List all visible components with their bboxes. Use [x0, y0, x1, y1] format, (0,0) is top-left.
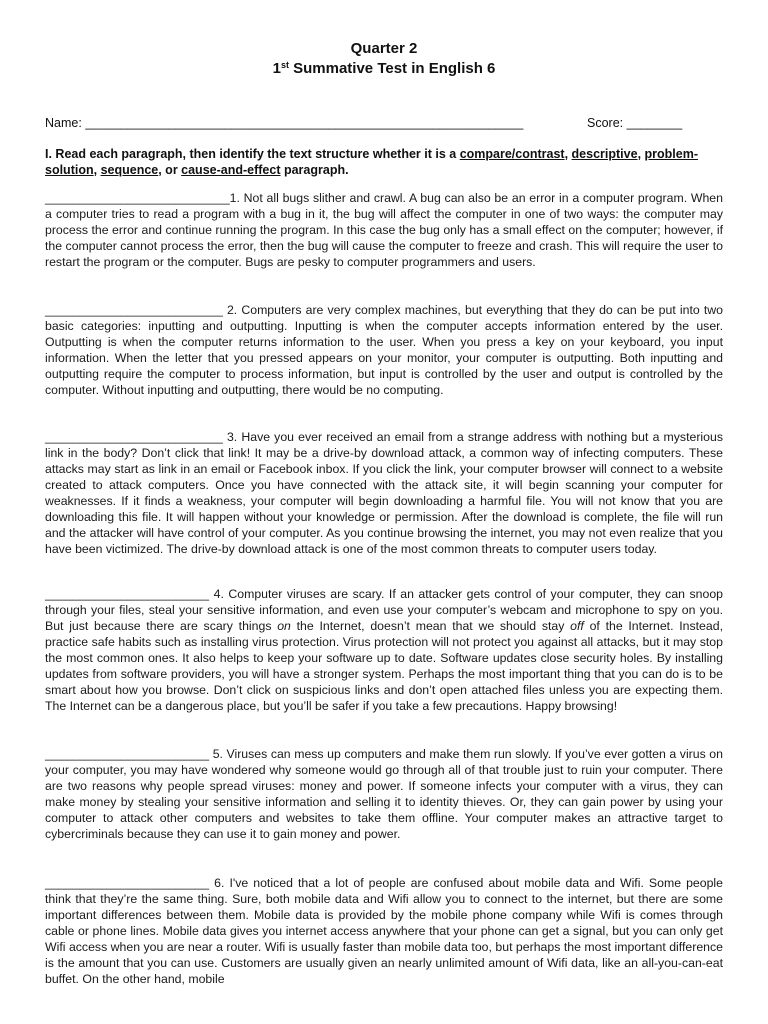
score-line — [587, 116, 682, 130]
answer-blank-6: ________________________ — [45, 876, 210, 890]
name-line — [45, 116, 523, 130]
paragraph-item-5 — [45, 746, 723, 842]
option-descriptive: descriptive — [571, 147, 638, 161]
instruction-separator: , — [93, 163, 101, 177]
option-sequence: sequence — [100, 163, 159, 177]
answer-blank-4: ________________________ — [45, 587, 210, 601]
paragraph-text-6: 6. I've noticed that a lot of people are confused about mobile data and Wifi. Some people think that they’re the same thing. Sure, both mobile data and Wifi allow you to connect to the internet, but there are some important differences between them. Mobile data is provided by the mobile phone company while Wifi is comes through cable or phone lines. Mobile data gives you internet access anywhere that your phone can get a signal, but you can only get Wifi access when you are near a router. Wifi is usually faster than mobile data too, but perhaps the most important difference is the amount that you can use. Customers are usually given an nearly unlimited amount of Wifi data, like an all-you-can-eat buffet. On the other hand, mobile — [45, 876, 723, 986]
paragraph-text-4c: of the Internet. Instead, practice safe habits such as installing virus protection. Virus protection will not protect you against all attacks, but it may stop the most common ones. It also helps to keep your software up to date. Software updates close security holes. By installing updates from software providers, you will have a stronger system. Perhaps the most important thing that you can do is to be smart about how you browse. Don’t click on suspicious links and don’t open attached files unless you are expecting them. The Internet can be a dangerous place, but you’ll be safer if you take a few precautions. Happy browsing! — [45, 619, 723, 713]
instruction-lead: I. Read each paragraph, then identify the text structure whether it is a — [45, 147, 460, 161]
emphasis-on: on — [277, 619, 291, 633]
score-blank: ________ — [626, 116, 683, 130]
answer-blank-5: ________________________ — [45, 747, 210, 761]
answer-blank-2: __________________________ — [45, 303, 223, 317]
paragraph-item-4 — [45, 586, 723, 714]
option-compare-contrast: compare/contrast — [459, 147, 565, 161]
paragraph-item-1 — [45, 190, 723, 270]
test-title — [0, 60, 768, 77]
paragraph-text-3: 3. Have you ever received an email from a strange address with nothing but a mysterious link in the body? Don’t click that link! It may be a drive-by download attack, a common way of infecting computers. These attacks may start as link in an email or Facebook inbox. If you click the link, your computer browser will connect to a website created to attack computers. Once you have connected with the attack site, it will begin scanning your computer for weaknesses. If it finds a weakness, your computer will begin downloading a harmful file. You will not know that you are downloading this file. It will happen without your knowledge or permission. After the download is complete, the file will run and the attacker will have control of your computer. As you continue browsing the internet, you may not even realize that you have been victimized. The drive-by download attack is one of the most common threats to computer users today. — [45, 430, 723, 556]
emphasis-off: off — [570, 619, 584, 633]
paragraph-text-4a: 4. Computer viruses are scary. If an attacker gets control of your computer, they can snoop through your files, steal your sensitive information, and even use your computer’s webcam and microphone to spy on you. But just because there are scary things — [45, 587, 723, 633]
option-cause-and-effect: cause-and-effect — [181, 163, 281, 177]
paragraph-text-5: 5. Viruses can mess up computers and make them run slowly. If you’ve ever gotten a virus on your computer, you may have wondered why someone would go through all of that trouble just to ruin your computer. There are two reasons why people spread viruses: money and power. If someone infects your computer with a virus, they can make money by stealing your sensitive information and selling it to identity thieves. Or, they can gain power by using your computer to attack other computers and websites to take them offline. Your computer makes an attractive target to cybercriminals because they can use it to gain money and power. — [45, 747, 723, 841]
test-title-rest: Summative Test in English 6 — [288, 60, 496, 77]
score-label: Score: — [587, 116, 624, 130]
quarter-title: Quarter 2 — [350, 40, 418, 57]
option-problem-solution: problem-solution — [45, 147, 698, 177]
name-blank: _______________________________________________________________ — [85, 116, 524, 130]
instruction-tail: paragraph. — [280, 163, 349, 177]
test-number-suffix: st — [280, 60, 289, 70]
instruction-separator: , — [564, 147, 572, 161]
paragraph-text-4b: the Internet, doesn’t mean that we should stay — [290, 619, 571, 633]
answer-blank-1: ___________________________ — [45, 191, 230, 205]
answer-blank-3: __________________________ — [45, 430, 223, 444]
paragraph-text-2: 2. Computers are very complex machines, but everything that they do can be put into two basic categories: inputting and outputting. Inputting is when the computer accepts information entered by the user. Outputting is when the computer returns information to the user. When you press a key on your keyboard, you input information. When the letter that you pressed appears on your monitor, your computer is outputting. Both inputting and outputting require the computer to process information, but input is controlled by the user and output is controlled by the computer. Without inputting and outputting, there would be no computing. — [45, 303, 723, 397]
paragraph-text-1: 1. Not all bugs slither and crawl. A bug can also be an error in a computer program. When a computer tries to read a program with a bug in it, the bug will affect the computer in one of two ways: the computer may process the error and continue running the program. In this case the bug only has a small effect on the computer; however, if the computer cannot process the error, then the bug will cause the computer to freeze and crash. This will require the user to restart the program or the computer. Bugs are pesky to computer programmers and users. — [45, 191, 723, 269]
instruction-separator: , — [637, 147, 645, 161]
paragraph-item-6 — [45, 875, 723, 987]
name-label: Name: — [45, 116, 82, 130]
paragraph-item-2 — [45, 302, 723, 398]
instruction-separator: , or — [158, 163, 182, 177]
instruction — [45, 146, 723, 178]
test-number: 1 — [272, 60, 281, 77]
paragraph-item-3 — [45, 429, 723, 557]
